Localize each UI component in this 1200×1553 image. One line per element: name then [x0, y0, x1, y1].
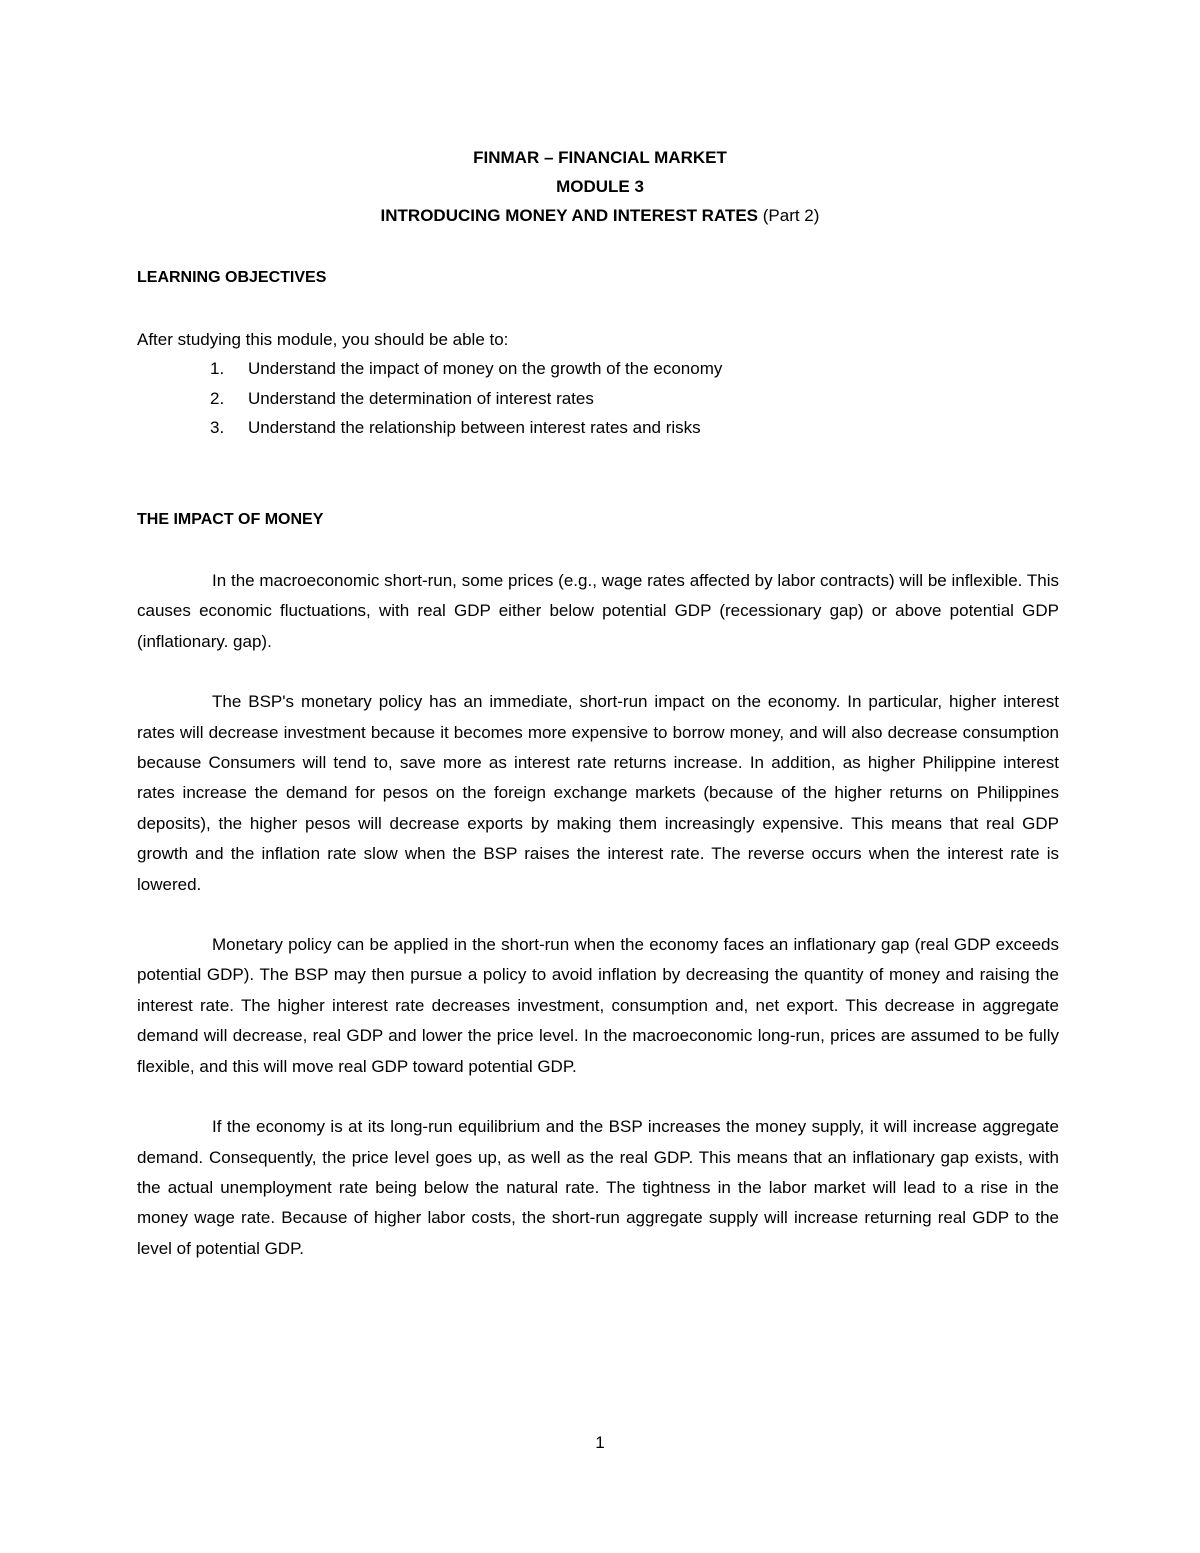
document-header: [0, 143, 1200, 230]
body-paragraph: In the macroeconomic short-run, some prices (e.g., wage rates affected by labor contracts) will be inflexible. This causes economic fluctuations, with real GDP either below potential GDP (recessionary gap) or above potential GDP (inflationary. gap).: [137, 571, 1059, 651]
course-title: FINMAR – FINANCIAL MARKET: [473, 148, 727, 167]
module-part: (Part 2): [762, 206, 820, 225]
impact-of-money-body: [137, 566, 1059, 1294]
objective-number: 1.: [210, 359, 225, 378]
body-paragraph: If the economy is at its long-run equilibrium and the BSP increases the money supply, it will increase aggregate demand. Consequently, the price level goes up, as well as the real GDP. This means that an inflationary gap exists, with the actual unemployment rate being below the natural rate. The tightness in the labor market will lead to a rise in the money wage rate. Because of higher labor costs, the short-run aggregate supply will increase returning real GDP to the level of potential GDP.: [137, 1117, 1059, 1258]
objective-number: 3.: [210, 418, 225, 437]
objective-item: [210, 354, 722, 384]
impact-of-money-heading: THE IMPACT OF MONEY: [137, 511, 324, 528]
module-label: MODULE 3: [556, 177, 644, 196]
body-paragraph: The BSP's monetary policy has an immediate, short-run impact on the economy. In particular, higher interest rates will decrease investment because it becomes more expensive to borrow money, and will also decrease consumption because Consumers will tend to, save more as interest rate returns increase. In addition, as higher Philippine interest rates increase the demand for pesos on the foreign exchange markets (because of the higher returns on Philippines deposits), the higher pesos will decrease exports by making them increasingly expensive. This means that real GDP growth and the inflation rate slow when the BSP raises the interest rate. The reverse occurs when the interest rate is lowered.: [137, 692, 1059, 894]
objective-text: Understand the relationship between interest rates and risks: [248, 418, 701, 437]
page-number: 1: [595, 1433, 605, 1452]
module-title-text: INTRODUCING MONEY AND INTEREST RATES: [380, 206, 763, 225]
body-paragraph: Monetary policy can be applied in the short-run when the economy faces an inflationary gap (real GDP exceeds potential GDP). The BSP may then pursue a policy to avoid inflation by decreasing the quantity of money and raising the interest rate. The higher interest rate decreases investment, consumption and, net export. This decrease in aggregate demand will decrease, real GDP and lower the price level. In the macroeconomic long-run, prices are assumed to be fully flexible, and this will move real GDP toward potential GDP.: [137, 935, 1059, 1076]
objectives-intro: After studying this module, you should be able to:: [137, 330, 509, 349]
objectives-list: [210, 354, 722, 443]
objective-text: Understand the impact of money on the growth of the economy: [248, 359, 723, 378]
objective-item: [210, 413, 722, 443]
module-title: [0, 201, 1200, 230]
objective-text: Understand the determination of interest rates: [248, 388, 594, 408]
objective-item: [210, 384, 722, 414]
objective-number: 2.: [210, 388, 225, 408]
learning-objectives-heading: LEARNING OBJECTIVES: [137, 269, 327, 286]
